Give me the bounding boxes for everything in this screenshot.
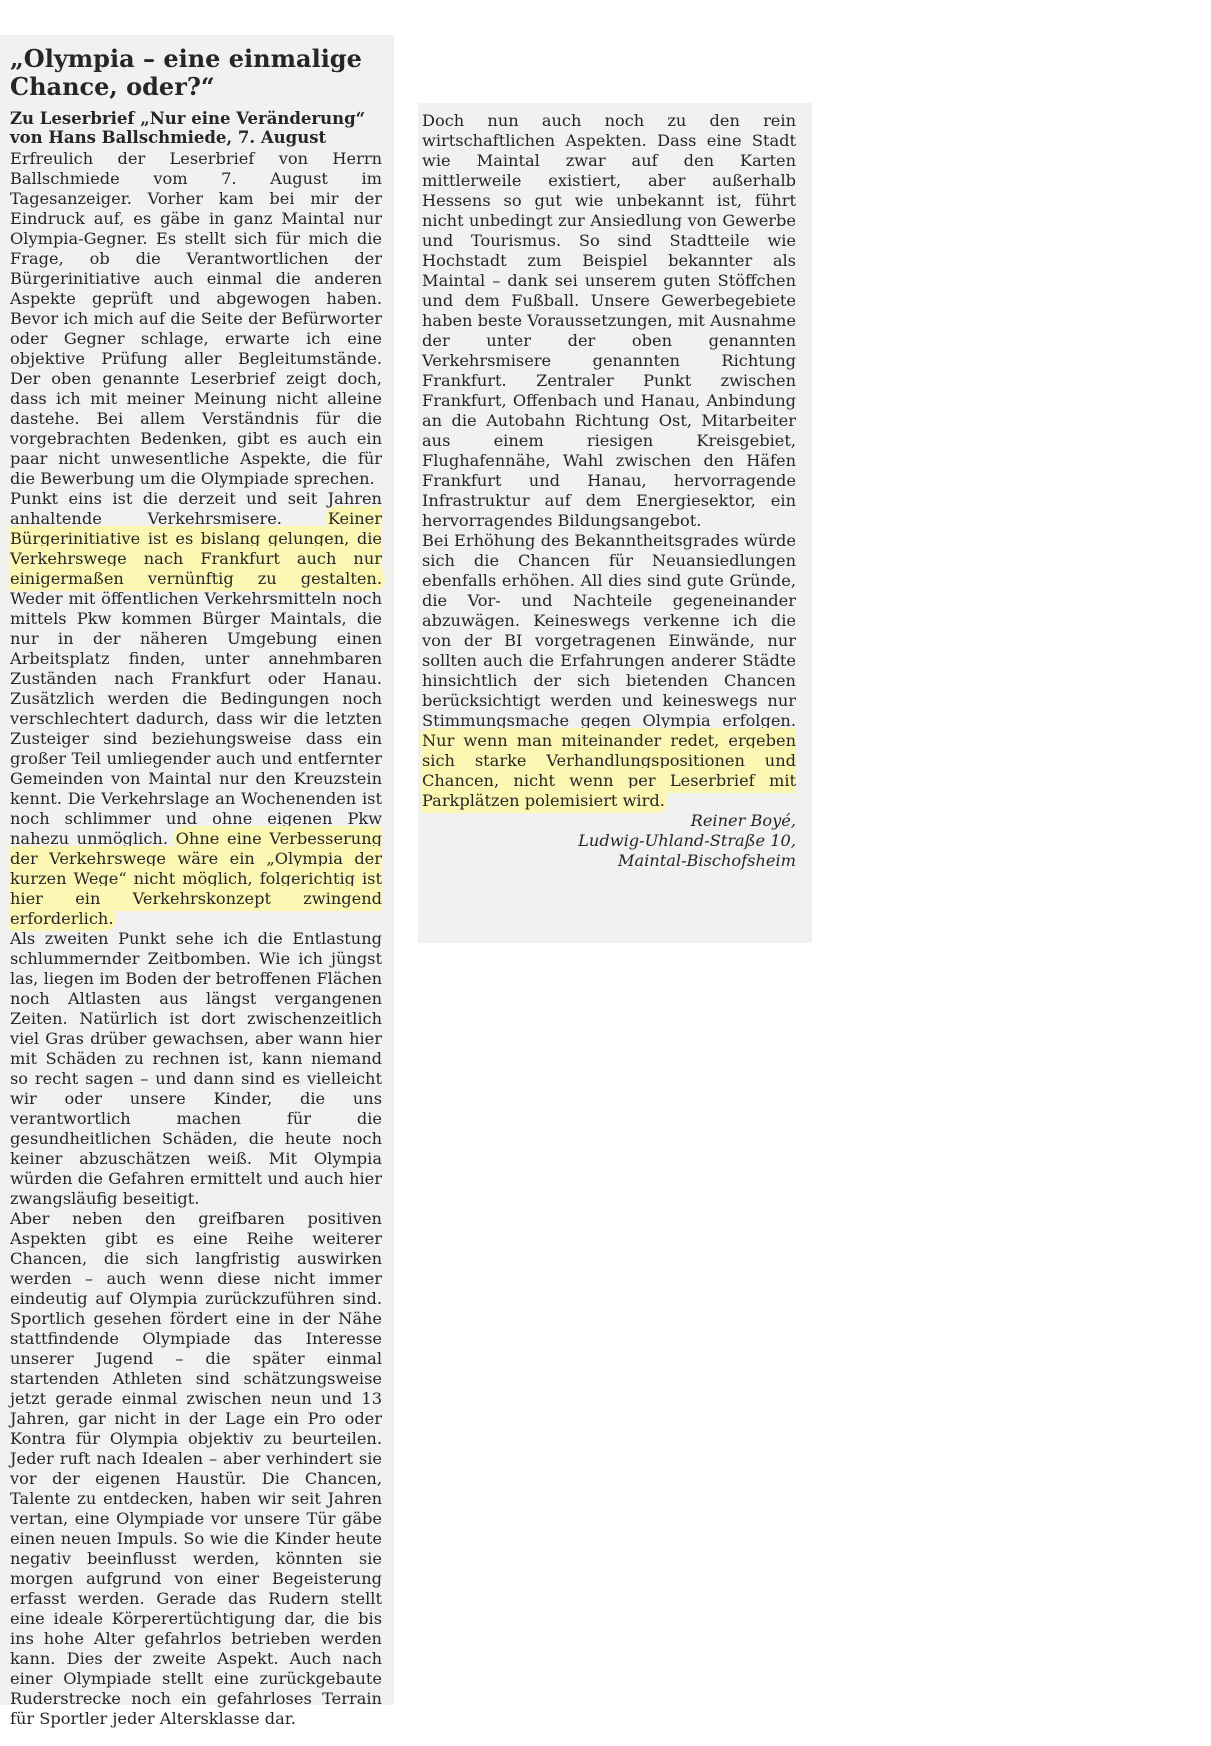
conclusion-text: Bei Erhöhung des Bekanntheitsgrades würde sich die Chancen für Neuansiedlungen ebenfalls erhöhen. All dies sind gute Gründe, die Vor- und Nachteile gegeneinander abzuwägen. Keineswegs verkenne ich die von der BI vorgetragenen Einwände, nur sollten auch die Erfahrungen anderer Städte hinsichtlich der sich bietenden Chancen berücksichtigt werden und keineswegs nur Stimmungsmache gegen Olympia erfolgen. — [422, 531, 796, 730]
headline: „Olympia – eine einmalige Chance, oder?“ — [10, 44, 362, 101]
article-column-right — [418, 103, 812, 943]
paragraph-intro: Erfreulich der Leserbrief von Herrn Ballschmiede vom 7. August im Tagesanzeiger. Vorher kam bei mir der Eindruck auf, es gäbe in ganz Maintal nur Olympia-Gegner. Es stellt sich für mich die Frage, ob die Verantwortlichen der Bürgerinitiative auch einmal die anderen Aspekte geprüft und abgewogen haben. Bevor ich mich auf die Seite der Befürworter oder Gegner schlage, erwarte ich eine objektive Prüfung aller Begleitumstände. Der oben genannte Leserbrief zeigt doch, dass ich mit meiner Meinung nicht alleine dastehe. Bei allem Verständnis für die vorgebrachten Bedenken, gibt es auch ein paar nicht unwesentliche Aspekte, die für die Bewerbung um die Olympiade sprechen. — [10, 149, 382, 488]
author-street: Ludwig-Uhland-Straße 10, — [578, 831, 796, 850]
paragraph-economy: Doch nun auch noch zu den rein wirtschaftlichen Aspekten. Dass eine Stadt wie Maintal zwar auf den Karten mittlerweile existiert, aber außerhalb Hessens so gut wie unbekannt ist, führt nicht unbedingt zur Ansiedlung von Gewerbe und Tourismus. So sind Stadtteile wie Hochstadt zum Beispiel bekannter als Maintal – dank sei unserem guten Stöffchen und dem Fußball. Unsere Gewerbegebiete haben beste Voraussetzungen, mit Ausnahme der unter der oben genannten Verkehrsmisere genannten Richtung Frankfurt. Zentraler Punkt zwischen Frankfurt, Offenbach und Hanau, Anbindung an die Autobahn Richtung Ost, Mitarbeiter aus einem riesigen Kreisgebiet, Flughafennähe, Wahl zwischen den Häfen Frankfurt und Hanau, hervorragende Infrastruktur auf dem Energiesektor, ein hervorragendes Bildungsangebot. — [422, 111, 796, 530]
author-town: Maintal-Bischofsheim — [617, 851, 796, 870]
paragraph-conclusion — [422, 531, 796, 811]
traffic-text-a: Punkt eins ist die derzeit und seit Jahren anhaltende Verkehrsmisere. — [10, 489, 382, 528]
subheadline: Zu Leserbrief „Nur eine Veränderung“ von Hans Ballschmiede, 7. August — [10, 109, 366, 147]
highlight-conclusion: Nur wenn man miteinander redet, ergeben sich starke Verhandlungspositionen und Chancen, nicht wenn per Leserbrief mit Parkplätzen polemisiert wird. — [422, 731, 796, 810]
highlight-traffic-2: Ohne eine Verbesserung der Verkehrswege wäre ein „Olympia der kurzen Wege“ nicht möglich, folgerichtig ist hier ein Verkehrskonzept zwingend erforderlich. — [10, 829, 382, 928]
paragraph-opportunities: Aber neben den greifbaren positiven Aspekten gibt es eine Reihe weiterer Chancen, die sich langfristig auswirken werden – auch wenn diese nicht immer eindeutig auf Olympia zurückzuführen sind. Sportlich gesehen fördert eine in der Nähe stattfindende Olympiade das Interesse unserer Jugend – die später einmal startenden Athleten sind schätzungsweise jetzt gerade einmal zwischen neun und 13 Jahren, gar nicht in der Lage ein Pro oder Kontra für Olympia objektiv zu beurteilen. Jeder ruft nach Idealen – aber verhindert sie vor der eigenen Haustür. Die Chancen, Talente zu entdecken, haben wir seit Jahren vertan, eine Olympiade vor unsere Tür gäbe einen neuen Impuls. So wie die Kinder heute negativ beeinflusst werden, könnten sie morgen aufgrund von einer Begeisterung erfasst werden. Gerade das Rudern stellt eine ideale Körperertüchtigung dar, die bis ins hohe Alter gefahrlos betrieben werden kann. Dies der zweite Aspekt. Auch nach einer Olympiade stellt eine zurückgebaute Ruderstrecke noch ein gefahrloses Terrain für Sportler jeder Altersklasse dar. — [10, 1209, 382, 1728]
author-name: Reiner Boyé, — [690, 811, 796, 830]
highlight-traffic-1: Keiner Bürgerinitiative ist es bislang gelungen, die Verkehrswege nach Frankfurt auch nur einigermaßen vernünftig zu gestalten. — [10, 509, 382, 588]
traffic-text-b: Weder mit öffentlichen Verkehrsmitteln noch mittels Pkw kommen Bürger Maintals, die nur in der näheren Umgebung einen Arbeitsplatz finden, unter annehmbaren Zuständen nach Frankfurt oder Hanau. Zusätzlich werden die Bedingungen noch verschlechtert dadurch, dass wir die letzten Zusteiger sind beziehungsweise dass ein großer Teil umliegender auch und entfernter Gemeinden von Maintal nur den Kreuzstein kennt. Die Verkehrslage an Wochenenden ist noch schlimmer und ohne eigenen Pkw nahezu unmöglich. — [10, 589, 382, 848]
article-column-left — [0, 35, 394, 1728]
paragraph-contamination: Als zweiten Punkt sehe ich die Entlastung schlummernder Zeitbomben. Wie ich jüngst las, liegen im Boden der betroffenen Flächen noch Altlasten aus längst vergangenen Zeiten. Natürlich ist dort zwischenzeitlich viel Gras drüber gewachsen, aber wann hier mit Schäden zu rechnen ist, kann niemand so recht sagen – und dann sind es vielleicht wir oder unsere Kinder, die uns verantwortlich machen für die gesundheitlichen Schäden, die heute noch keiner abzuschätzen weiß. Mit Olympia würden die Gefahren ermittelt und auch hier zwangsläufig beseitigt. — [10, 929, 382, 1208]
paragraph-traffic — [10, 489, 382, 929]
